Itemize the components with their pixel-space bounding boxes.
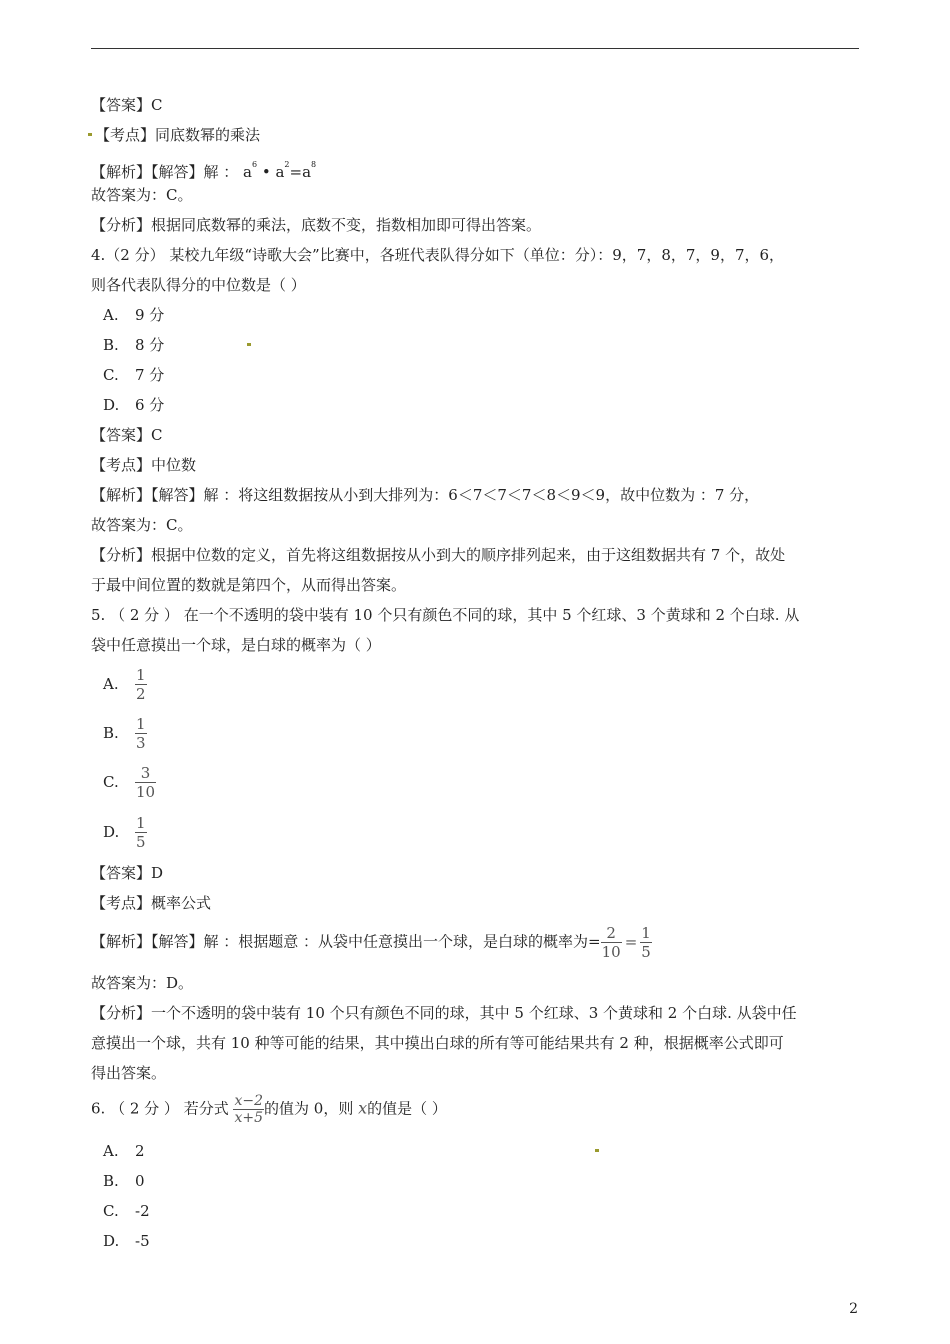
numerator: 1 [136, 715, 146, 733]
q5-analysis [91, 925, 652, 960]
q3-analysis [91, 156, 316, 181]
q3-answer: 【答案】C [91, 96, 163, 114]
q5-option-b [103, 716, 147, 751]
q5-option-a [103, 667, 147, 702]
option-label: B. [103, 1172, 119, 1190]
q4-stem-line2: 则各代表队得分的中位数是（ ） [91, 276, 306, 294]
option-text: 0 [135, 1172, 145, 1190]
option-label: D. [103, 1232, 120, 1250]
q3-exp6: 6 [251, 160, 258, 169]
q5-reason-line3: 得出答案。 [91, 1064, 167, 1082]
margin-mark [595, 1149, 599, 1152]
q3-exp8: 8 [311, 160, 317, 169]
q3-exp2: 2 [284, 160, 290, 169]
option-label: C. [103, 1202, 119, 1220]
q4-option-b [103, 336, 164, 354]
denominator: 3 [136, 734, 146, 752]
q4-stem-line1: 4.（2 分） 某校九年级“诗歌大会”比赛中，各班代表队得分如下（单位：分）：9，7，8，7，9，7，6， [91, 246, 785, 264]
q3-dot-op: • a [257, 163, 285, 181]
option-text: 9 分 [135, 306, 165, 324]
numerator: x−2 [234, 1093, 264, 1109]
option-label: B. [103, 336, 119, 354]
margin-mark [88, 133, 92, 136]
page-number: 2 [849, 1301, 858, 1317]
fraction [135, 815, 147, 850]
fraction [640, 925, 652, 960]
option-text: 6 分 [135, 396, 165, 414]
q4-reason-line1: 【分析】根据中位数的定义，首先将这组数据按从小到大的顺序排列起来，由于这组数据共有 7 个，故处 [91, 546, 786, 564]
q6-option-a [103, 1142, 145, 1160]
numerator: 1 [641, 924, 651, 942]
q5-option-d [103, 815, 147, 850]
margin-mark [247, 343, 251, 346]
fraction [233, 1094, 264, 1125]
q5-point: 【考点】概率公式 [91, 894, 212, 912]
option-label: A. [103, 1142, 119, 1160]
fraction [135, 716, 147, 751]
q6-option-b [103, 1172, 145, 1190]
q3-point: 【考点】同底数幂的乘法 [95, 126, 261, 144]
option-label: A. [103, 306, 119, 324]
denominator: 5 [136, 833, 146, 851]
option-label: C. [103, 772, 119, 791]
q6-stem-prefix: 6. （ 2 分 ） 若分式 [91, 1099, 234, 1118]
q4-option-d [103, 396, 164, 414]
denominator: 10 [601, 943, 621, 961]
q3-analysis-prefix: 【解析】【解答】解 ： a [91, 163, 252, 181]
fraction [135, 765, 156, 800]
q5-reason-line1: 【分析】一个不透明的袋中装有 10 个只有颜色不同的球，其中 5 个红球、3 个黄球和 2 个白球. 从袋中任 [91, 1004, 797, 1022]
header-rule [91, 48, 859, 49]
numerator: 3 [140, 764, 151, 782]
option-label: C. [103, 366, 119, 384]
option-label: A. [103, 674, 119, 693]
q4-reason-line2: 于最中间位置的数就是第四个，从而得出答案。 [91, 576, 407, 594]
option-label: D. [103, 396, 120, 414]
q4-answer: 【答案】C [91, 426, 163, 444]
q6-option-d [103, 1232, 150, 1250]
numerator: 1 [136, 666, 146, 684]
numerator: 1 [136, 814, 146, 832]
q3-reason: 【分析】根据同底数幂的乘法，底数不变，指数相加即可得出答案。 [91, 216, 542, 234]
fraction [601, 925, 622, 960]
q6-option-c [103, 1202, 150, 1220]
q6-stem-mid: 的值为 0，则 [264, 1099, 359, 1118]
q4-option-c [103, 366, 164, 384]
q5-conclusion: 故答案为：D。 [91, 974, 194, 992]
q6-variable: x [358, 1098, 368, 1118]
q4-point: 【考点】中位数 [91, 456, 197, 474]
q5-reason-line2: 意摸出一个球，共有 10 种等可能的结果，其中摸出白球的所有等可能结果共有 2 种，根据概率公式即可 [91, 1034, 784, 1052]
denominator: 2 [136, 685, 146, 703]
q3-conclusion: 故答案为：C。 [91, 186, 193, 204]
fraction [135, 667, 147, 702]
q4-analysis: 【解析】【解答】解 ：将这组数据按从小到大排列为：6＜7＜7＜7＜8＜9＜9，故中位数为 ：7 分， [91, 486, 760, 504]
option-text: -2 [135, 1202, 150, 1220]
q4-option-a [103, 306, 164, 324]
denominator: 10 [136, 783, 156, 801]
q5-analysis-prefix: 【解析】【解答】解 ：根据题意 ：从袋中任意摸出一个球，是白球的概率为= [91, 932, 601, 951]
q5-stem-line1: 5. （ 2 分 ） 在一个不透明的袋中装有 10 个只有颜色不同的球，其中 5 个红球、3 个黄球和 2 个白球. 从 [91, 606, 800, 624]
option-text: 8 分 [135, 336, 165, 354]
q4-conclusion: 故答案为：C。 [91, 516, 193, 534]
q3-eq: =a [289, 163, 312, 181]
option-label: D. [103, 822, 120, 841]
q6-stem-suffix: 的值是（ ） [367, 1099, 447, 1118]
q6-stem [91, 1094, 447, 1125]
equals-sign: = [624, 932, 638, 951]
option-text: 2 [135, 1142, 145, 1160]
option-text: -5 [135, 1232, 150, 1250]
denominator: x+5 [234, 1110, 264, 1126]
numerator: 2 [606, 924, 616, 942]
q5-answer: 【答案】D [91, 864, 164, 882]
q5-stem-line2: 袋中任意摸出一个球，是白球的概率为（ ） [91, 636, 381, 654]
option-text: 7 分 [135, 366, 165, 384]
option-label: B. [103, 723, 119, 742]
denominator: 5 [641, 943, 651, 961]
q5-option-c [103, 765, 156, 800]
